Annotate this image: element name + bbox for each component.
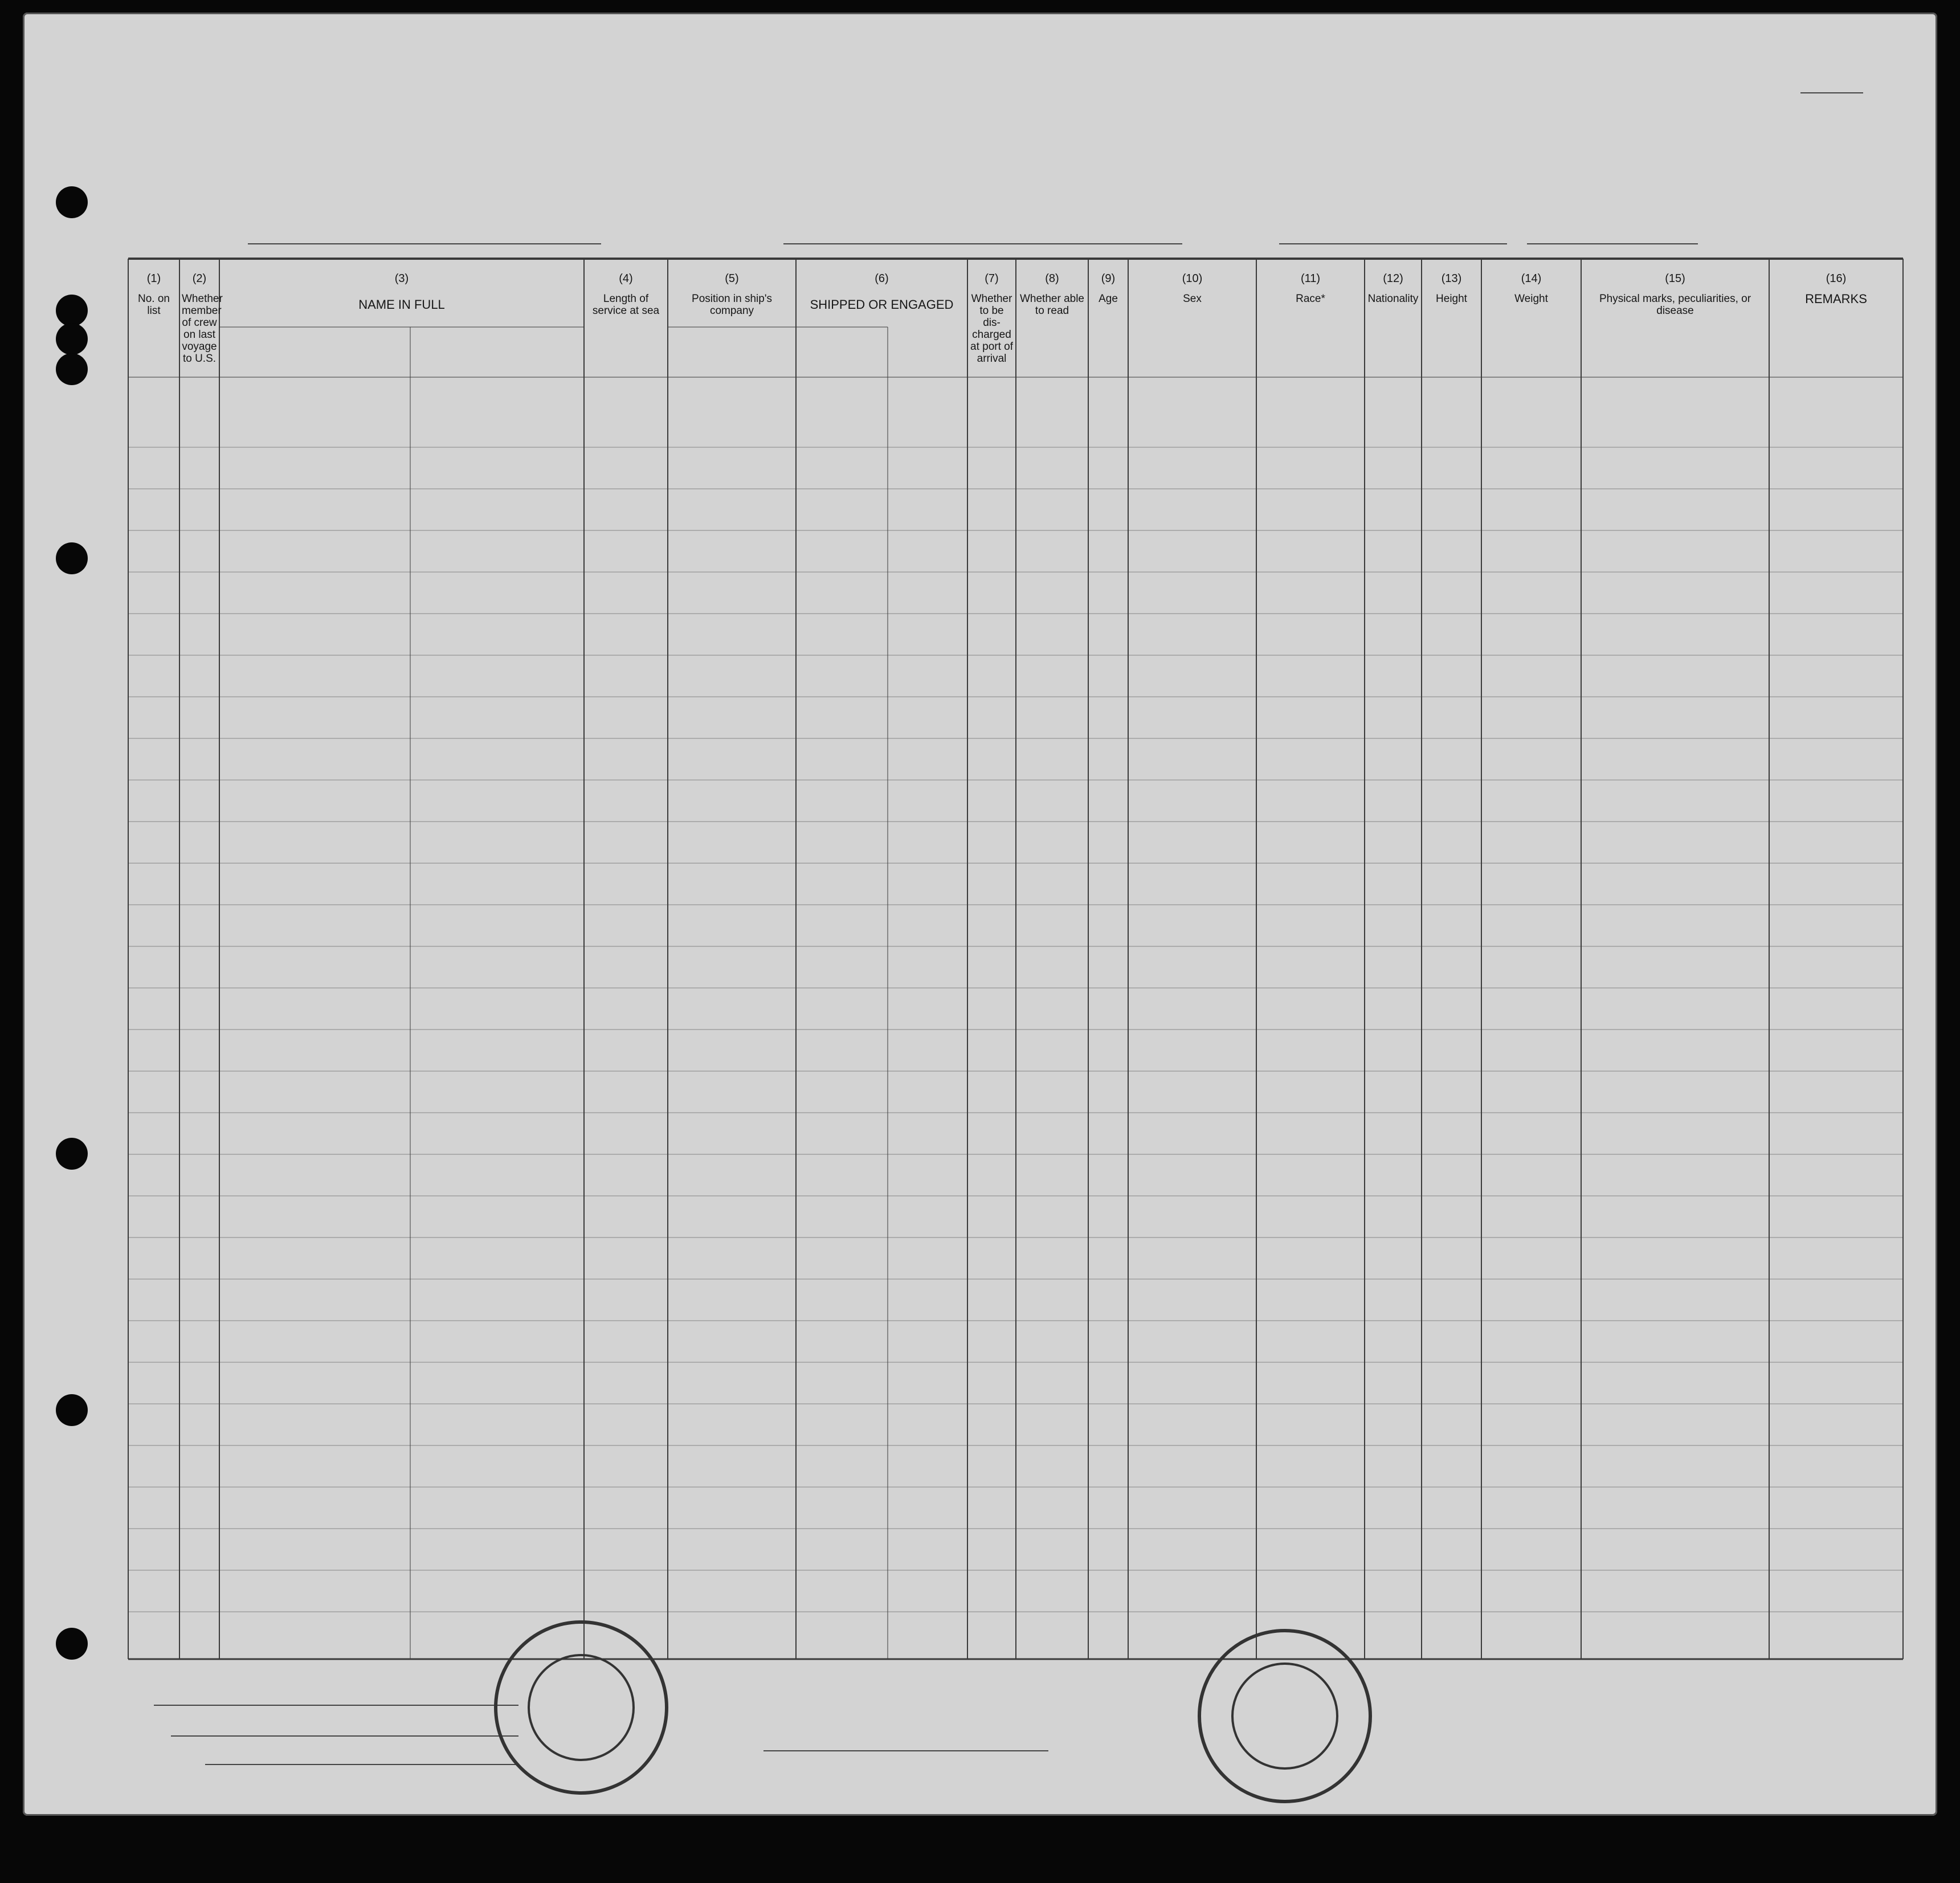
- column-header: Whether able to read: [1019, 293, 1084, 317]
- column-number: (8): [1045, 272, 1059, 285]
- column-number: (4): [619, 272, 633, 285]
- column-header: Whether to be dis-charged at port of arrival: [970, 293, 1013, 365]
- column-header: SHIPPED OR ENGAGED: [810, 297, 954, 312]
- column-header: REMARKS: [1805, 292, 1867, 306]
- column-number: (15): [1665, 272, 1685, 285]
- column-number: (9): [1101, 272, 1116, 285]
- column-number: (14): [1521, 272, 1542, 285]
- column-number: (3): [394, 272, 409, 285]
- column-number: (6): [875, 272, 889, 285]
- column-header: Height: [1436, 293, 1467, 305]
- port-stamp-right: [1194, 1625, 1376, 1807]
- column-header: Physical marks, peculiarities, or disease: [1599, 293, 1751, 317]
- column-number: (7): [985, 272, 999, 285]
- column-number: (10): [1182, 272, 1203, 285]
- column-header: Nationality: [1367, 293, 1419, 305]
- column-header: Length of service at sea: [592, 293, 660, 317]
- manifest-sheet: [23, 13, 1937, 1816]
- column-number: (16): [1826, 272, 1847, 285]
- column-number: (13): [1441, 272, 1462, 285]
- column-number: (11): [1300, 272, 1321, 285]
- column-header: No. on list: [138, 293, 170, 317]
- column-header: Age: [1099, 293, 1118, 305]
- column-header: Race*: [1296, 293, 1325, 305]
- column-number: (5): [725, 272, 739, 285]
- column-number: (2): [192, 272, 207, 285]
- port-stamp-left: [490, 1616, 672, 1799]
- column-header: Position in ship's company: [692, 293, 772, 317]
- column-header: Whether member of crew on last voyage to U.S.: [182, 293, 223, 365]
- column-number: (1): [146, 272, 161, 285]
- column-header: NAME IN FULL: [358, 297, 445, 312]
- column-header: Sex: [1183, 293, 1202, 305]
- column-header: Weight: [1514, 293, 1548, 305]
- column-number: (12): [1383, 272, 1403, 285]
